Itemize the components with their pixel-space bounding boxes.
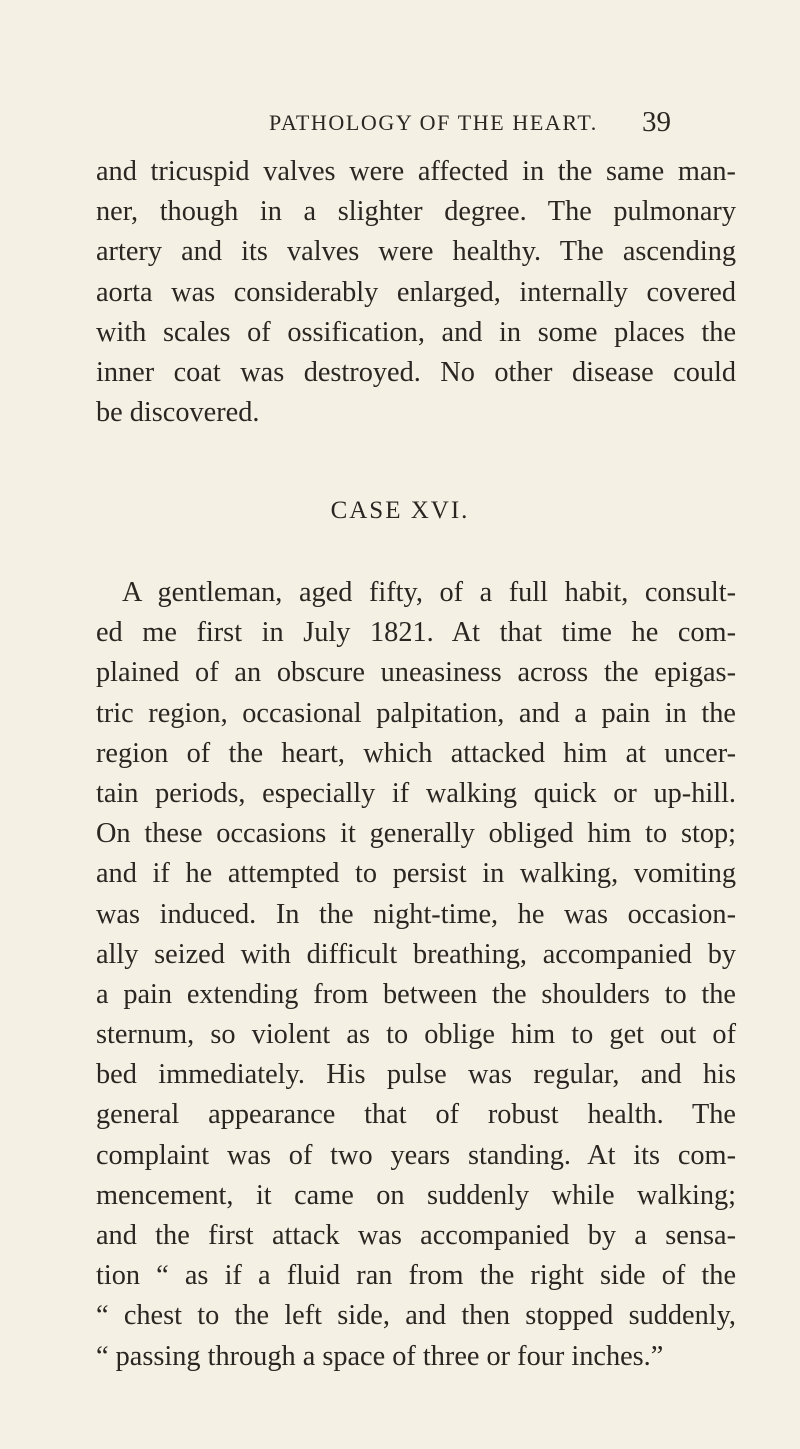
text-line: ed me first in July 1821. At that time he com- bbox=[96, 617, 736, 649]
running-title: PATHOLOGY OF THE HEART. bbox=[269, 110, 598, 135]
text-line: plained of an obscure uneasiness across the epigas- bbox=[96, 657, 736, 689]
text-line: was induced. In the night-time, he was occasion- bbox=[96, 898, 736, 930]
text-line: a pain extending from between the shoulders to the bbox=[96, 978, 736, 1010]
text-line: mencement, it came on suddenly while walking; bbox=[96, 1179, 736, 1211]
text-line: ally seized with difficult breathing, accompanied by bbox=[96, 938, 736, 970]
text-line: bed immediately. His pulse was regular, and his bbox=[96, 1059, 736, 1091]
text-line: sternum, so violent as to oblige him to get out of bbox=[96, 1019, 736, 1051]
text-line: artery and its valves were healthy. The ascending bbox=[96, 236, 736, 268]
text-line: On these occasions it generally obliged him to stop; bbox=[96, 818, 736, 850]
text-line: be discovered. bbox=[96, 397, 260, 429]
text-line: region of the heart, which attacked him at uncer- bbox=[96, 737, 736, 769]
text-line: tion “ as if a fluid ran from the right side of the bbox=[96, 1260, 736, 1292]
text-line: “ passing through a space of three or four inches.” bbox=[96, 1340, 664, 1372]
case-heading: CASE XVI. bbox=[330, 497, 470, 524]
text-line: “ chest to the left side, and then stopped suddenly, bbox=[96, 1300, 736, 1332]
text-line: and the first attack was accompanied by a sensa- bbox=[96, 1220, 736, 1251]
text-line: and if he attempted to persist in walking, vomiting bbox=[96, 858, 736, 890]
text-line: inner coat was destroyed. No other disease could bbox=[96, 356, 736, 388]
text-line: complaint was of two years standing. At its com- bbox=[96, 1139, 736, 1171]
text-line: ner, though in a slighter degree. The pulmonary bbox=[96, 196, 736, 228]
text-line: tric region, occasional palpitation, and a pain in the bbox=[96, 697, 736, 729]
text-line: and tricuspid valves were affected in the same man- bbox=[96, 156, 736, 187]
paragraph-1 bbox=[96, 152, 736, 433]
text-line: aorta was considerably enlarged, internally covered bbox=[96, 276, 736, 308]
text-line: with scales of ossification, and in some places the bbox=[96, 316, 736, 348]
text-line: tain periods, especially if walking quick or up-hill. bbox=[96, 777, 736, 809]
running-head bbox=[0, 106, 800, 150]
text-line: A gentleman, aged fifty, of a full habit, consult- bbox=[122, 577, 736, 608]
text-line: general appearance that of robust health. The bbox=[96, 1099, 736, 1131]
page-number: 39 bbox=[642, 106, 671, 138]
paragraph-2 bbox=[96, 573, 736, 1377]
